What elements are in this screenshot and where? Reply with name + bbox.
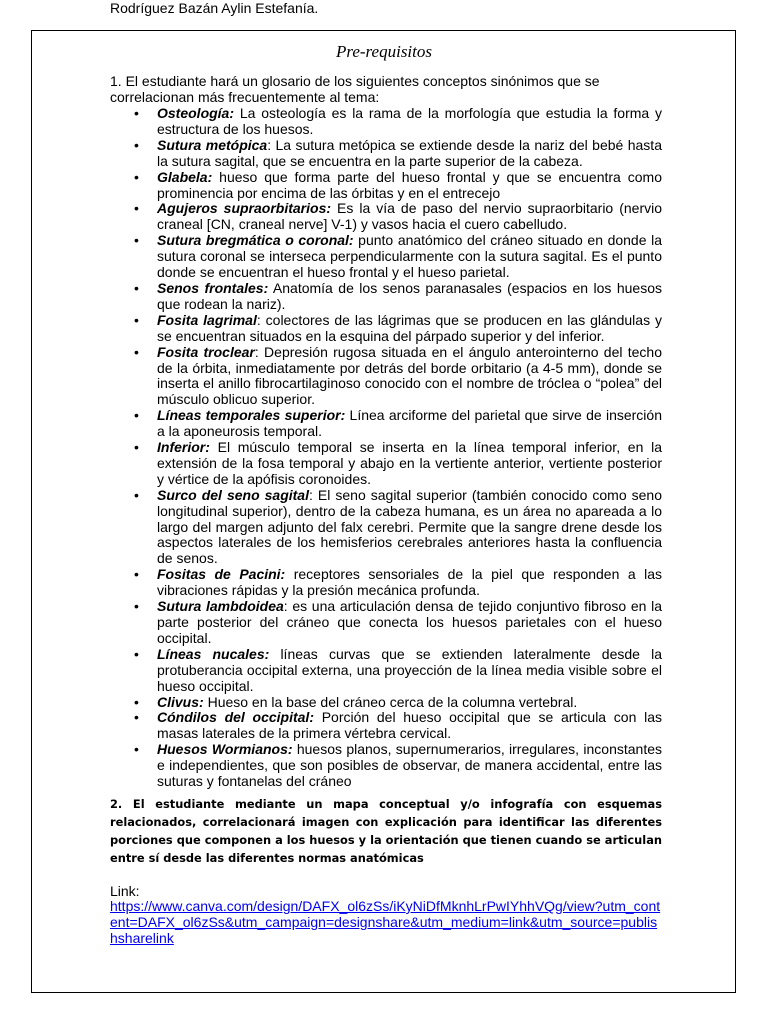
bullet-icon: • [134, 598, 139, 615]
list-item [110, 567, 662, 599]
list-item [110, 408, 662, 440]
list-item [110, 647, 662, 695]
list-item [110, 170, 662, 202]
concept-definition: receptores sensoriales de la piel que responden a las vibraciones rápidas y la presión mecánica profunda. [157, 566, 662, 599]
concept-definition: : La sutura metópica se extiende desde la nariz del bebé hasta la sutura sagital, que se encuentra en la parte superior de la cabeza. [157, 136, 662, 169]
bullet-icon: • [134, 693, 139, 710]
concept-term: Líneas temporales superior: [157, 407, 346, 424]
list-item [110, 599, 662, 647]
list-item [110, 106, 662, 138]
concept-term: Sutura metópica [157, 136, 268, 153]
bullet-icon: • [134, 566, 139, 583]
concept-term: Huesos Wormianos: [157, 741, 293, 758]
bullet-icon: • [134, 279, 139, 296]
concept-definition: Es la vía de paso del nervio supraorbitario (nervio craneal [CN, craneal nerve] V-1) y vasos hacia el cuero cabelludo. [157, 200, 662, 233]
list-item [110, 345, 662, 409]
concept-term: Osteología: [157, 105, 235, 121]
bullet-icon: • [134, 709, 139, 726]
concept-definition: Porción del hueso occipital que se articula con las masas laterales de la primera vértebra cervical. [157, 709, 662, 742]
bullet-icon: • [134, 136, 139, 153]
concept-term: Clivus: [157, 693, 204, 710]
bullet-icon: • [134, 311, 139, 328]
concept-definition: La osteología es la rama de la morfología que estudia la forma y estructura de los huesos. [157, 105, 662, 137]
concept-term: Senos frontales: [157, 279, 269, 296]
bullet-icon: • [134, 486, 139, 503]
concept-term: Agujeros supraorbitarios: [157, 200, 332, 217]
concept-definition: Anatomía de los senos paranasales (espacios en los huesos que rodean la nariz). [157, 279, 662, 312]
bullet-icon: • [134, 232, 139, 249]
concept-definition: El músculo temporal se inserta en la línea temporal inferior, en la extensión de la fosa temporal y abajo en la vertiente anterior, vertiente posterior y vértice de la apófisis coronoides. [157, 439, 662, 487]
section-2-paragraph: 2. El estudiante mediante un mapa conceptual y/o infografía con esquemas relacionados, correlacionará imagen con explicación para identificar las diferentes porciones que componen a los huesos y la orientación que tienen cuando se articulan entre sí desde las diferentes normas anatómicas [110, 797, 662, 865]
list-item [110, 233, 662, 281]
bullet-icon: • [134, 407, 139, 424]
list-item [110, 138, 662, 170]
list-item [110, 201, 662, 233]
concept-term: Sutura lambdoidea [157, 598, 284, 615]
bullet-icon: • [134, 105, 139, 121]
concept-list [110, 106, 662, 790]
list-item [110, 281, 662, 313]
concept-definition: hueso que forma parte del hueso frontal y que se encuentra como prominencia por encima de las órbitas y en el entrecejo [157, 168, 662, 201]
author-name: Rodríguez Bazán Aylin Estefanía. [110, 0, 319, 16]
concept-definition: Línea arciforme del parietal que sirve de inserción a la aponeurosis temporal. [157, 407, 662, 440]
concept-definition: Hueso en la base del cráneo cerca de la columna vertebral. [203, 693, 578, 710]
concept-term: Surco del seno sagital [157, 486, 309, 503]
concept-definition: : es una articulación densa de tejido conjuntivo fibroso en la parte posterior del cráneo que conecta los huesos parietales con el hueso occipital. [157, 598, 662, 646]
concept-term: Fosita lagrimal [157, 311, 257, 328]
bullet-icon: • [134, 645, 139, 662]
concept-term: Fosita troclear [157, 343, 255, 360]
concept-term: Líneas nucales: [157, 645, 270, 662]
bullet-icon: • [134, 343, 139, 360]
concept-term: Sutura bregmática o coronal: [157, 232, 354, 249]
list-item [110, 440, 662, 488]
concept-definition: huesos planos, supernumerarios, irregulares, inconstantes e independientes, que son posibles de observar, de manera accidental, entre las suturas y fontanelas del cráneo [157, 741, 662, 790]
link-label: Link: [110, 883, 140, 899]
concept-definition: : Depresión rugosa situada en el ángulo anterointerno del techo de la órbita, inmediatamente por detrás del borde orbitario (a 4-5 mm), donde se inserta el anillo fibrocartilaginoso conocido con el nombre de tróclea o “polea” del músculo oblicuo superior. [157, 343, 662, 408]
bullet-icon: • [134, 168, 139, 185]
concept-definition: : El seno sagital superior (también conocido como seno longitudinal superior), dentro de la cabeza humana, es un área no apareada a lo largo del margen adjunto del falx cerebri. Permite que la sangre drene desde los aspectos laterales de los hemisferios cerebrales anteriores hasta la confluencia de senos. [157, 486, 662, 567]
concept-definition: : colectores de las lágrimas que se producen en las glándulas y se encuentran situados en la esquina del párpado superior y del inferior. [157, 311, 662, 344]
list-item [110, 710, 662, 742]
concept-definition: punto anatómico del cráneo situado en donde la sutura coronal se interseca perpendicularmente con la sutura sagital. Es el punto donde se encuentran el hueso frontal y el hueso parietal. [157, 232, 662, 281]
list-item [110, 742, 662, 790]
concept-term: Glabela: [157, 168, 213, 185]
bullet-icon: • [134, 741, 139, 758]
concept-definition: líneas curvas que se extienden lateralmente desde la protuberancia occipital externa, una proyección de la línea media visible sobre el hueso occipital. [157, 645, 662, 694]
intro-paragraph: 1. El estudiante hará un glosario de los siguientes conceptos sinónimos que se correlacionan más frecuentemente al tema: [110, 73, 600, 105]
list-item [110, 695, 662, 711]
bullet-icon: • [134, 439, 139, 456]
concept-term: Cóndilos del occipital: [157, 709, 314, 726]
list-item [110, 488, 662, 568]
page-title: Pre-requisitos [335, 42, 432, 61]
bullet-icon: • [134, 200, 139, 217]
concept-term: Fositas de Pacini: [157, 566, 286, 583]
concept-term: Inferior: [157, 439, 210, 456]
canva-link[interactable]: https://www.canva.com/design/DAFX_ol6zSs/iKyNiDfMknhLrPwIYhhVQg/view?utm_content=DAFX_ol6zSs&utm_campaign=designshare&utm_medium=link&utm_source=publishsharelink [110, 898, 661, 946]
list-item [110, 313, 662, 345]
